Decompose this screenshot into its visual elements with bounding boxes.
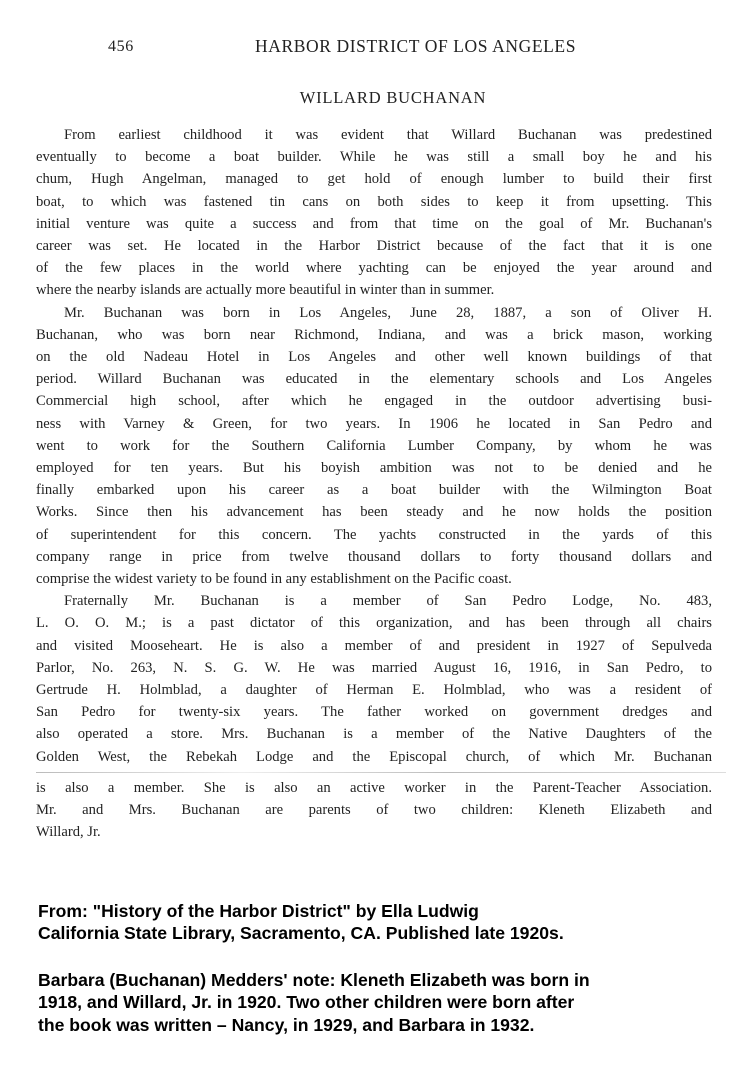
text-line: Fraternally Mr. Buchanan is a member of San Pedro Lodge, No. 483, [64,593,712,610]
text-line: Golden West, the Rebekah Lodge and the Episcopal church, of which Mr. Buchanan [36,748,712,765]
paragraph-2 [36,302,718,591]
text-line: Gertrude H. Holmblad, a daughter of Herman E. Holmblad, who was a resident of [36,682,712,699]
text-line: initial venture was quite a success and from that time on the goal of Mr. Buchanan's [36,215,712,232]
note-line: the book was written – Nancy, in 1929, and Barbara in 1932. [38,1014,535,1035]
text-line: Mr. Buchanan was born in Los Angeles, June 28, 1887, a son of Oliver H. [64,304,712,321]
running-head [28,28,718,58]
text-line: went to work for the Southern California Lumber Company, by whom he was [36,437,712,454]
text-line: finally embarked upon his career as a boat builder with the Wilmington Boat [36,482,712,499]
text-line: employed for ten years. But his boyish ambition was not to be denied and he [36,460,712,477]
text-line: chum, Hugh Angelman, managed to get hold of enough lumber to build their first [36,171,712,188]
text-line: Parlor, No. 263, N. S. G. W. He was married August 16, 1916, in San Pedro, to [36,659,712,676]
text-line: is also a member. She is also an active worker in the Parent-Teacher Association. [36,779,712,796]
text-line: period. Willard Buchanan was educated in the elementary schools and Los Angeles [36,371,712,388]
page-number: 456 [108,38,134,55]
note-line: 1918, and Willard, Jr. in 1920. Two other children were born after [38,992,575,1013]
paragraph-4 [36,777,718,844]
biography-text [28,124,718,844]
text-line: Commercial high school, after which he engaged in the outdoor advertising busi- [36,393,712,410]
annotation-notes [38,900,728,1036]
source-note [38,900,728,945]
paragraph-3 [36,590,718,768]
text-line: Works. Since then his advancement has been steady and he now holds the position [36,504,712,521]
text-line: where the nearby islands are actually more beautiful in winter than in summer. [36,282,495,299]
text-line: From earliest childhood it was evident that Willard Buchanan was predestined [64,127,712,143]
text-line: of the few places in the world where yachting can be enjoyed the year around and [36,260,712,277]
text-line: company range in price from twelve thousand dollars to forty thousand dollars and [36,548,712,565]
text-line: comprise the widest variety to be found in any establishment on the Pacific coast. [36,571,512,588]
scan-seam-divider [36,772,726,773]
text-line: also operated a store. Mrs. Buchanan is a member of the Native Daughters of the [36,726,712,743]
text-line: career was set. He located in the Harbor District because of the fact that it is one [36,238,712,255]
text-line: eventually to become a boat builder. While he was still a small boy he and his [36,149,712,166]
text-line: Mr. and Mrs. Buchanan are parents of two children: Kleneth Elizabeth and [36,802,712,819]
text-line: and visited Mooseheart. He is also a member of and president in 1927 of Sepulveda [36,637,712,654]
text-line: ness with Varney & Green, for two years. In 1906 he located in San Pedro and [36,415,712,432]
note-line: California State Library, Sacramento, CA. Published late 1920s. [38,923,564,944]
note-spacer [38,945,728,969]
scanned-book-page [28,28,718,844]
text-line: Willard, Jr. [36,824,101,841]
note-line: From: "History of the Harbor District" by Ella Ludwig [38,901,479,921]
family-note [38,969,728,1036]
text-line: San Pedro for twenty-six years. The father worked on government dredges and [36,704,712,721]
text-line: boat, to which was fastened tin cans on both sides to keep it from upsetting. This [36,193,712,210]
paragraph-1 [36,124,718,302]
text-line: on the old Nadeau Hotel in Los Angeles and other well known buildings of that [36,349,712,366]
book-title: HARBOR DISTRICT OF LOS ANGELES [255,36,577,56]
section-title: WILLARD BUCHANAN [299,88,487,107]
text-line: L. O. O. M.; is a past dictator of this organization, and has been through all chairs [36,615,712,632]
text-line: Buchanan, who was born near Richmond, Indiana, and was a brick mason, working [36,326,712,343]
text-line: of superintendent for this concern. The yachts constructed in the yards of this [36,526,712,543]
note-line: Barbara (Buchanan) Medders' note: Kleneth Elizabeth was born in [38,969,590,990]
